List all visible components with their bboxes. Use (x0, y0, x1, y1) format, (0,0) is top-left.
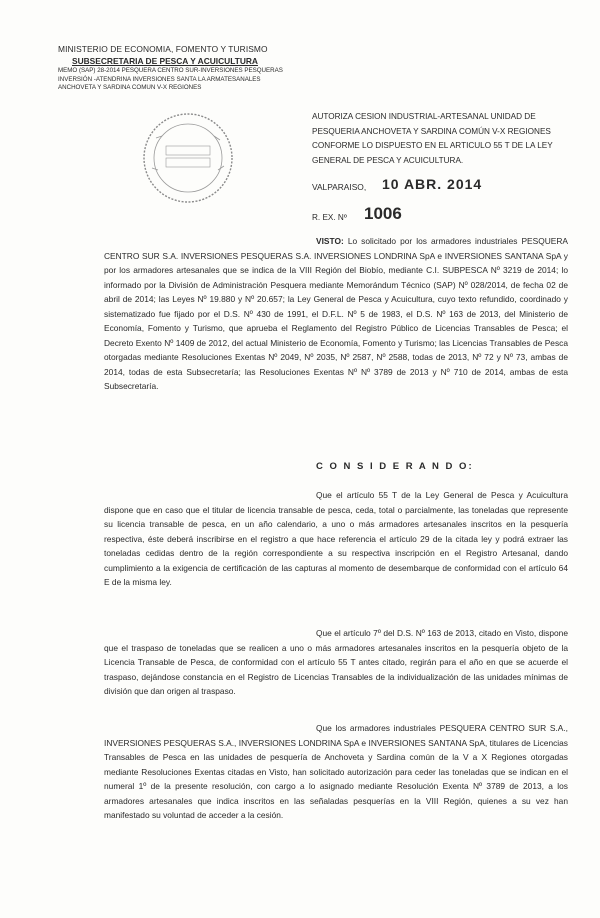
visto-text: Lo solicitado por los armadores industriales PESQUERA CENTRO SUR S.A. INVERSIONES PESQUERAS S.A. INVERSIONES LONDRINA SpA e INVERSIONES SANTANA SpA y por los armadores artesanales que se indica de la VIII Región del Biobío, mediante C.I. SUBPESCA Nº 3219 de 2014; lo informado por la División de Administración Pesquera mediante Memorándum Técnico (SAP) Nº 028/2014, de fecha 02 de abril de 2014; las Leyes Nº 19.880 y Nº 20.657; la Ley General de Pesca y Acuicultura, cuyo texto refundido, coordinado y sistematizado fue fijado por el D.S. Nº 430 de 1991, el D.F.L. Nº 5 de 1983, el D.S. Nº 163 de 2013, del Ministerio de Economía, Fomento y Turismo, que aprueba el Reglamento del Registro Público de Licencias Transables de Pesca; el Decreto Exento Nº 1409 de 2012, del actual Ministerio de Economía, Fomento y Turismo; las Licencias Transables de Pesca otorgadas mediante Resoluciones Exentas Nº 2049, Nº 2035, Nº 2587, Nº 2588, todas de 2013, Nº 72 y Nº 73, ambas de 2014, todas de esta Subsecretaría; las Resoluciones Exentas Nº Nº 3789 de 2013 y Nº 710 de 2014, ambas de esta Subsecretaría. (104, 236, 568, 391)
subsecretaria-name: SUBSECRETARIA DE PESCA Y ACUICULTURA (72, 55, 258, 66)
resolution-number: 1006 (364, 204, 402, 223)
considerando-paragraph-1: Que el artículo 55 T de la Ley General de Pesca y Acuicultura dispone que en caso que el titular de licencia transable de pesca, ceda, total o parcialmente, las toneladas que represente su licencia transable de pesca, en un año calendario, a uno o más armadores artesanales inscritos en la pesquería respectiva, éste deberá inscribirse en el registro a que hace referencia el artículo 29 de la citada ley y podrá extraer las toneladas cedidas dentro de la región correspondiente a su respectiva inscripción en el Registro Artesanal, dando cumplimiento a la exigencia de certificación de las capturas al momento de desembarque de conformidad con el artículo 64 E de la misma ley. (104, 490, 568, 587)
ministry-name: MINISTERIO DE ECONOMIA, FOMENTO Y TURISMO (58, 44, 268, 54)
considerando-heading: C O N S I D E R A N D O: (316, 461, 474, 472)
considerando-paragraph-2: Que el artículo 7º del D.S. Nº 163 de 2013, citado en Visto, dispone que el traspaso de toneladas que se realicen a uno o más armadores artesanales inscritos en la pesquería objeto de la Licencia Transable de Pesca, de conformidad con el artículo 55 T antes citado, regirán para el año en que se acuerde el traspaso, dejándose constancia en el Registro de Licencias Transables de la individualización de las unidades mínimas de división que dan origen al traspaso. (104, 628, 568, 696)
resolution-date: 10 ABR. 2014 (382, 176, 483, 192)
letterhead (58, 44, 308, 93)
resolution-subject: AUTORIZA CESION INDUSTRIAL-ARTESANAL UNIDAD DE PESQUERIA ANCHOVETA Y SARDINA COMÚN V-X REGIONES CONFORME LO DISPUESTO EN EL ARTICULO 55 T DE LA LEY GENERAL DE PESCA Y ACUICULTURA. (312, 112, 553, 165)
place-label: VALPARAISO, (312, 182, 367, 192)
memo-line-2: INVERSIÓN -ATENDRINA INVERSIONES SANTA LA ARMATESANALES (58, 75, 261, 83)
visto-paragraph (104, 234, 568, 394)
visto-label: VISTO: (316, 236, 344, 246)
considerando-paragraph-3: Que los armadores industriales PESQUERA CENTRO SUR S.A., INVERSIONES PESQUERAS S.A., INVERSIONES LONDRINA SpA e INVERSIONES SANTANA SpA, titulares de Licencias Transables de Pesca en las unidades de pesquería de Anchoveta y Sardina común de la V a X Regiones otorgadas mediante Resoluciones Exentas citadas en Visto, han solicitado autorización para ceder las toneladas que se indican en el numeral 1º de la presente resolución, con cargo a lo asignado mediante Resolución Exenta Nº 3789 de 2013, a los armadores artesanales que indica inscritos en las señaladas pesquerías en la VIII Región, quienes a su vez han manifestado su voluntad de acceder a la cesión. (104, 723, 568, 820)
official-stamp (138, 108, 238, 208)
memo-line-1: MEMO (SAP) 28-2014 PESQUERA CENTRO SUR-INVERSIONES PESQUERAS (58, 67, 283, 74)
resolution-number-label: R. EX. Nº (312, 213, 347, 222)
memo-line-3: ANCHOVETA Y SARDINA COMUN V-X REGIONES (58, 84, 202, 92)
